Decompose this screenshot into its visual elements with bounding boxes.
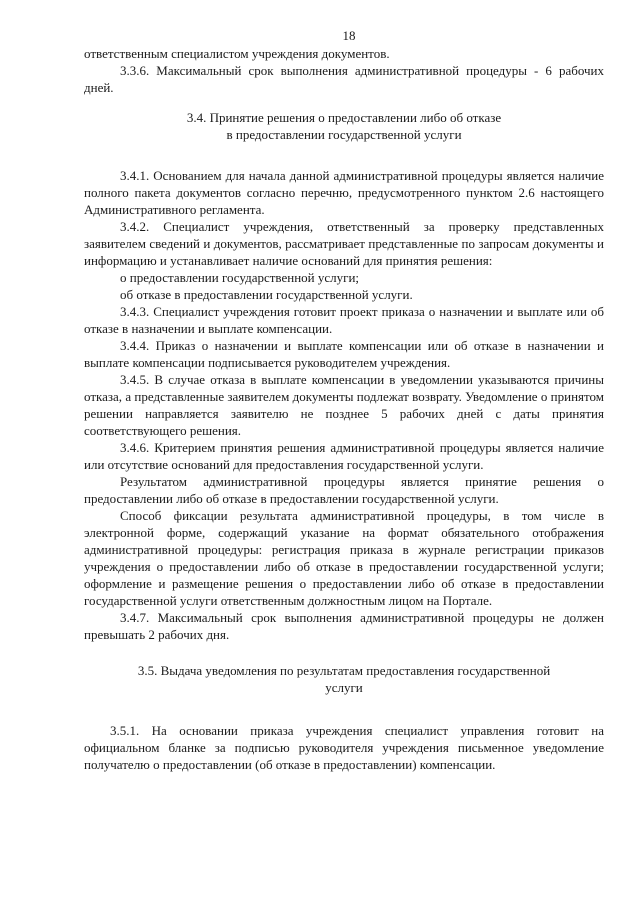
paragraph: 3.4.4. Приказ о назначении и выплате компенсации или об отказе в назначении и выплате компенсации подписывается руководителем учреждения. — [84, 338, 604, 370]
heading-line: 3.4. Принятие решения о предоставлении либо об отказе — [186, 110, 502, 125]
paragraph: 3.4.1. Основанием для начала данной административной процедуры является наличие полного пакета документов согласно перечню, предусмотренного пунктом 2.6 настоящего Административного регламента. — [84, 168, 604, 217]
paragraph: 3.3.6. Максимальный срок выполнения административной процедуры - 6 рабочих дней. — [84, 63, 604, 95]
paragraph: 3.4.2. Специалист учреждения, ответственный за проверку представленных заявителем сведений и документов, рассматривает представленные по запросам документы и информацию и устанавливает наличие оснований для принятия решения: — [84, 219, 604, 268]
paragraph: 3.4.3. Специалист учреждения готовит проект приказа о назначении и выплате или об отказе в назначении и выплате компенсации. — [84, 304, 604, 336]
section-heading-3-4 — [84, 109, 604, 143]
heading-line: услуги — [325, 680, 363, 695]
paragraph: Результатом административной процедуры является принятие решения о предоставлении либо об отказе в предоставлении государственной услуги. — [84, 474, 604, 506]
section-heading-3-5 — [84, 662, 604, 696]
paragraph: 3.5.1. На основании приказа учреждения специалист управления готовит на официальном бланке за подписью руководителя учреждения письменное уведомление получателю о предоставлении (об отказе в предоставлении) компенсации. — [84, 723, 604, 772]
paragraph: 3.4.6. Критерием принятия решения административной процедуры является наличие или отсутствие оснований для предоставления государственной услуги. — [84, 440, 604, 472]
heading-line: 3.5. Выдача уведомления по результатам предоставления государственной — [137, 663, 551, 678]
list-item: о предоставлении государственной услуги; — [120, 270, 360, 285]
paragraph: 3.4.5. В случае отказа в выплате компенсации в уведомлении указываются причины отказа, а представленные заявителем документы подлежат возврату. Уведомление о принятом решении направляется заявителю не позднее 5 рабочих дней с даты принятия соответствующего решения. — [84, 372, 604, 438]
list-item: об отказе в предоставлении государственной услуги. — [120, 287, 413, 302]
page-number: 18 — [342, 28, 356, 43]
heading-line: в предоставлении государственной услуги — [226, 127, 462, 142]
paragraph: ответственным специалистом учреждения документов. — [84, 46, 390, 61]
paragraph: 3.4.7. Максимальный срок выполнения административной процедуры не должен превышать 2 рабочих дня. — [84, 610, 604, 642]
paragraph: Способ фиксации результата административной процедуры, в том числе в электронной форме, содержащий указание на формат обязательного отображения административной процедуры: регистрация приказа в журнале регистрации приказов учреждения о предоставлении либо об отказе в предоставлении государственной услуги; оформление и размещение решения о предоставлении либо об отказе в предоставлении государственной услуги ответственным должностным лицом на Портале. — [84, 508, 604, 608]
